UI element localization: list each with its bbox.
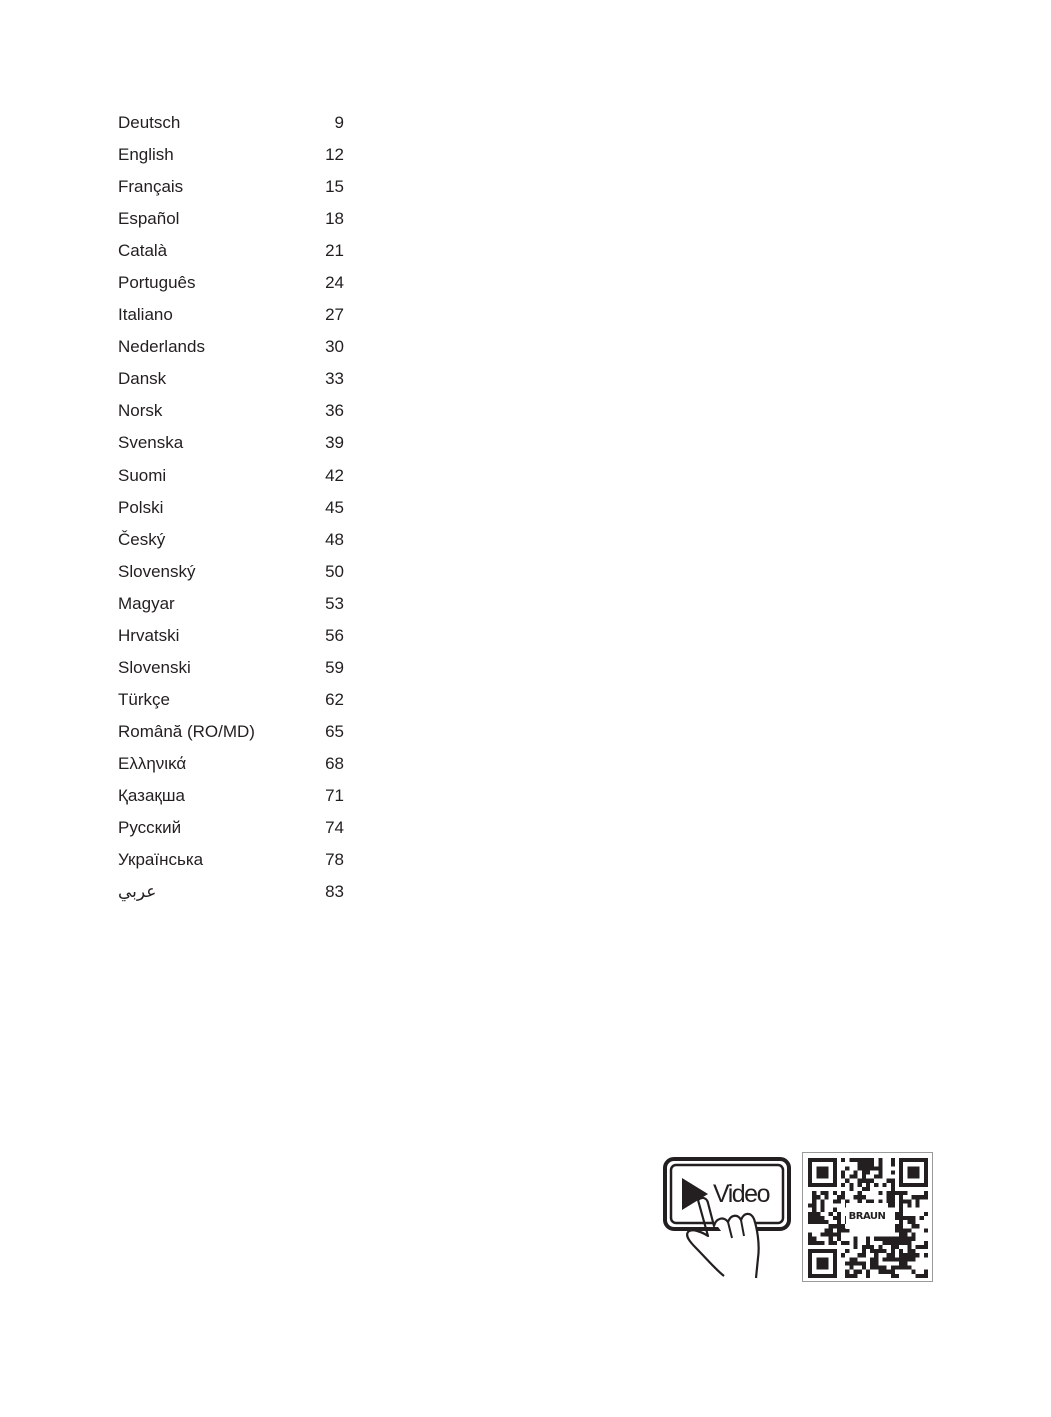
toc-page-number: 65 xyxy=(325,721,344,741)
toc-page-number: 59 xyxy=(325,657,344,677)
toc-language: Italiano xyxy=(118,305,173,325)
toc-language: Polski xyxy=(118,497,164,517)
toc-row[interactable] xyxy=(118,400,344,432)
toc-language: Español xyxy=(118,209,180,229)
toc-row[interactable] xyxy=(118,753,344,785)
toc-language: Slovenský xyxy=(118,561,196,581)
toc-page-number: 62 xyxy=(325,689,344,709)
toc-page-number: 12 xyxy=(325,145,344,165)
toc-page-number: 21 xyxy=(325,241,344,261)
toc-row[interactable] xyxy=(118,689,344,721)
toc-language: Українська xyxy=(118,850,204,870)
toc-row[interactable] xyxy=(118,208,344,240)
toc-row[interactable] xyxy=(118,657,344,689)
toc-language: Magyar xyxy=(118,593,175,613)
toc-page-number: 18 xyxy=(325,209,344,229)
toc-language: Français xyxy=(118,177,184,197)
toc-row[interactable] xyxy=(118,272,344,304)
toc-page-number: 24 xyxy=(325,273,344,293)
toc-page-number: 30 xyxy=(325,337,344,357)
toc-language: Català xyxy=(118,241,168,261)
toc-language: Türkçe xyxy=(118,689,170,709)
toc-language: Português xyxy=(118,273,196,293)
toc-language: Dansk xyxy=(118,369,167,389)
toc-row[interactable] xyxy=(118,817,344,849)
toc-language: English xyxy=(118,145,174,165)
toc-page-number: 15 xyxy=(325,177,344,197)
toc-language: Nederlands xyxy=(118,337,205,357)
toc-page-number: 9 xyxy=(334,113,344,132)
toc-language: Suomi xyxy=(118,465,167,485)
toc-row[interactable] xyxy=(118,304,344,336)
toc-row[interactable] xyxy=(118,721,344,753)
toc-row[interactable] xyxy=(118,625,344,657)
video-button[interactable] xyxy=(662,1156,792,1280)
toc-language: Svenska xyxy=(118,433,184,453)
toc-page-number: 56 xyxy=(325,625,344,645)
toc-row[interactable] xyxy=(118,849,344,881)
toc-page-number: 53 xyxy=(325,593,344,613)
braun-logo: BRAUN xyxy=(846,1203,888,1229)
toc-page-number: 39 xyxy=(325,433,344,453)
toc-language: Hrvatski xyxy=(118,625,180,645)
toc-row[interactable] xyxy=(118,176,344,208)
toc-row[interactable] xyxy=(118,144,344,176)
toc-language: Русский xyxy=(118,818,182,838)
toc-row[interactable] xyxy=(118,561,344,593)
language-index xyxy=(118,112,344,913)
toc-language: Қазақша xyxy=(118,785,185,805)
toc-row[interactable] xyxy=(118,240,344,272)
qr-code[interactable] xyxy=(802,1152,933,1282)
toc-page-number: 45 xyxy=(325,497,344,517)
toc-row[interactable] xyxy=(118,112,344,144)
toc-page-number: 74 xyxy=(325,818,344,838)
toc-page-number: 27 xyxy=(325,305,344,325)
toc-language: عربي xyxy=(118,882,157,902)
play-video-touch-icon xyxy=(662,1156,792,1280)
toc-row[interactable] xyxy=(118,336,344,368)
toc-page-number: 68 xyxy=(325,753,344,773)
toc-page-number: 50 xyxy=(325,561,344,581)
toc-language: Norsk xyxy=(118,401,163,421)
toc-language: Český xyxy=(118,529,166,549)
toc-language: Ελληνικά xyxy=(118,753,187,773)
toc-page-number: 42 xyxy=(325,465,344,485)
toc-page-number: 48 xyxy=(325,529,344,549)
toc-page-number: 33 xyxy=(325,369,344,389)
toc-page-number: 36 xyxy=(325,401,344,421)
toc-page-number: 83 xyxy=(325,882,344,902)
toc-language: Deutsch xyxy=(118,113,181,132)
toc-language: Slovenski xyxy=(118,657,191,677)
toc-row[interactable] xyxy=(118,432,344,464)
toc-language: Română (RO/MD) xyxy=(118,721,255,741)
toc-row[interactable] xyxy=(118,529,344,561)
video-label: Video xyxy=(713,1180,769,1208)
toc-row[interactable] xyxy=(118,593,344,625)
toc-row[interactable] xyxy=(118,368,344,400)
toc-page-number: 78 xyxy=(325,850,344,870)
toc-row[interactable] xyxy=(118,881,344,913)
toc-row[interactable] xyxy=(118,465,344,497)
toc-row[interactable] xyxy=(118,497,344,529)
toc-page-number: 71 xyxy=(325,785,344,805)
toc-row[interactable] xyxy=(118,785,344,817)
